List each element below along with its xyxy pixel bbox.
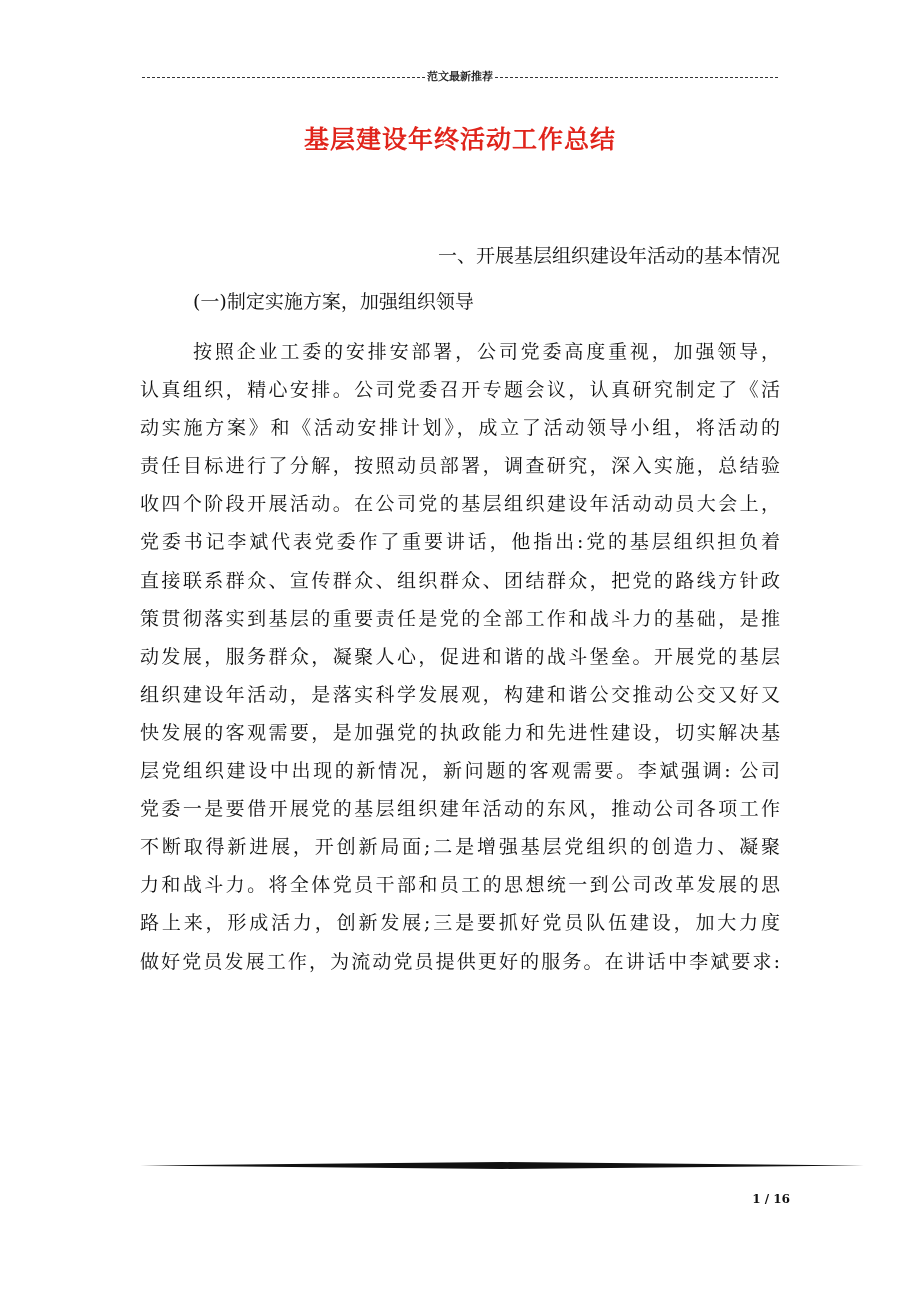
body-line: 不断取得新进展，开创新局面;二是增强基层党组织的创造力、凝聚 (140, 836, 780, 859)
page-header (140, 68, 780, 86)
page-number: 1 / 16 (752, 1192, 790, 1206)
header-label: 范文最新推荐 (427, 70, 493, 83)
sub-heading: (一)制定实施方案，加强组织领导 (193, 291, 474, 313)
body-line: 路上来，形成活力，创新发展;三是要抓好党员队伍建设，加大力度 (140, 912, 780, 935)
body-paragraph (140, 333, 780, 981)
body-line: 党委一是要借开展党的基层组织建年活动的东风，推动公司各项工作 (140, 798, 780, 821)
body-line: 组织建设年活动，是落实科学发展观，构建和谐公交推动公交又好又 (140, 683, 780, 706)
body-line: 认真组织，精心安排。公司党委召开专题会议，认真研究制定了《活 (140, 379, 780, 402)
body-line: 直接联系群众、宣传群众、组织群众、团结群众，把党的路线方针政 (140, 569, 780, 592)
header-dash-right (495, 77, 778, 78)
body-line: 收四个阶段开展活动。在公司党的基层组织建设年活动动员大会上， (140, 493, 780, 516)
footer-divider (140, 1158, 864, 1174)
body-line: 党委书记李斌代表党委作了重要讲话，他指出:党的基层组织担负着 (140, 531, 780, 554)
document-title: 基层建设年终活动工作总结 (303, 125, 616, 154)
body-line: 层党组织建设中出现的新情况，新问题的客观需要。李斌强调: 公司 (140, 760, 780, 783)
section-heading: 一、开展基层组织建设年活动的基本情况 (437, 245, 780, 267)
body-line: 按照企业工委的安排安部署，公司党委高度重视，加强领导， (193, 341, 780, 363)
body-line: 做好党员发展工作，为流动党员提供更好的服务。在讲话中李斌要求: (140, 950, 780, 973)
body-line: 快发展的客观需要，是加强党的执政能力和先进性建设，切实解决基 (140, 721, 780, 744)
body-line: 动实施方案》和《活动安排计划》，成立了活动领导小组，将活动的 (140, 417, 780, 440)
body-line: 责任目标进行了分解，按照动员部署，调查研究，深入实施，总结验 (140, 455, 780, 478)
body-line: 力和战斗力。将全体党员干部和员工的思想统一到公司改革发展的思 (140, 874, 780, 897)
header-dash-left (142, 77, 425, 78)
body-line: 动发展，服务群众，凝聚人心，促进和谐的战斗堡垒。开展党的基层 (140, 645, 780, 668)
body-line: 策贯彻落实到基层的重要责任是党的全部工作和战斗力的基础，是推 (140, 607, 780, 630)
